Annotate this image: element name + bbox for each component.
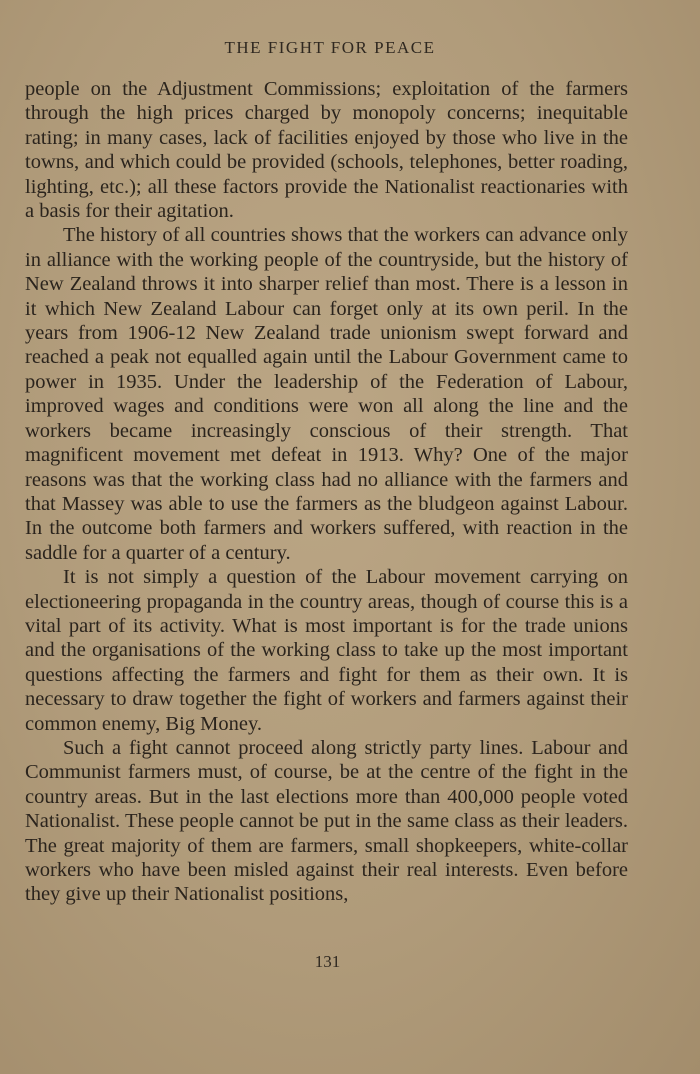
page-number: 131 xyxy=(314,952,341,971)
running-head: THE FIGHT FOR PEACE xyxy=(224,38,436,57)
paragraph-2: The history of all countries shows that the workers can advance only in alliance with the working people of the countryside, but the history of New Zealand throws it into sharper relief than most. There is a lesson in it which New Zealand Labour can forget only at its own peril. In the years from 1906-12 New Zealand trade unionism swept forward and reached a peak not equalled again until the Labour Government came to power in 1935. Under the leadership of the Federation of Labour, improved wages and conditions were won all along the line and the workers became increasingly conscious of their strength. That magnificent movement met defeat in 1913. Why? One of the major reasons was that the working class had no alliance with the farmers and that Massey was able to use the farmers as the bludgeon against Labour. In the outcome both farmers and workers suffered, with reaction in the saddle for a quarter of a century. xyxy=(25,224,628,564)
paragraph-4: Such a fight cannot proceed along strictly party lines. Labour and Communist farmers must, of course, be at the centre of the fight in the country areas. But in the last elections more than 400,000 people voted Nationalist. These people cannot be put in the same class as their leaders. The great majority of them are farmers, small shopkeepers, white-collar workers who have been misled against their real interests. Even before they give up their Nationalist positions, xyxy=(25,736,628,906)
paragraph-1: people on the Adjustment Commissions; exploitation of the farmers through the high prices charged by monopoly concerns; inequitable rating; in many cases, lack of facilities enjoyed by those who live in the towns, and which could be provided (schools, telephones, better roading, lighting, etc.); all these factors provide the Nationalist reactionaries with a basis for their agitation. xyxy=(25,78,628,223)
paragraph-3: It is not simply a question of the Labour movement carrying on electioneering propaganda in the country areas, though of course this is a vital part of its activity. What is most important is for the trade unions and the organisations of the working class to take up the most important questions affecting the farmers and fight for them as their own. It is necessary to draw together the fight of workers and farmers against their common enemy, Big Money. xyxy=(25,566,628,735)
body-text xyxy=(25,77,628,907)
